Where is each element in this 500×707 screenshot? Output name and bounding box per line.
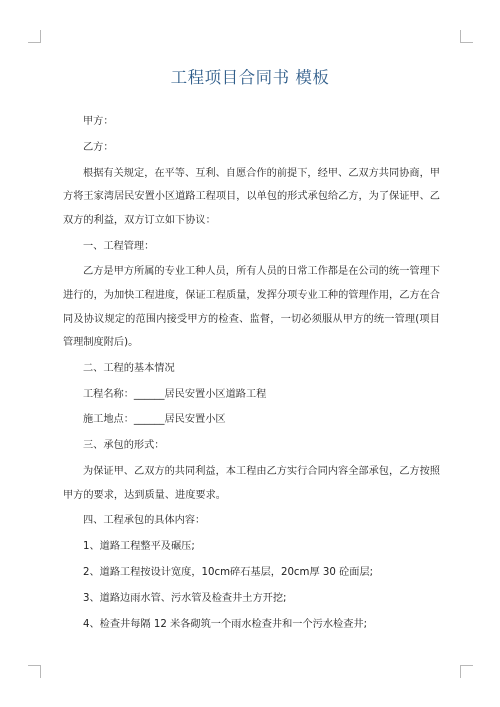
party-b-line: 乙方：: [83, 141, 114, 153]
crop-mark-bottom-left: [28, 665, 41, 678]
party-a-line: 甲方：: [83, 116, 114, 127]
contract-form-paragraph: 为保证甲、乙双方的共同利益，本工程由乙方实行合同内容全部承包，乙方按照甲方的要求，达到质量、进度要求。: [63, 466, 440, 501]
project-location-line: 施工地点：______居民安置小区: [83, 414, 226, 426]
section-heading-1: 一、工程管理：: [83, 240, 155, 252]
section-heading-2: 二、工程的基本情况: [83, 362, 175, 374]
list-item: 1、道路工程整平及碾压;: [83, 541, 195, 553]
management-paragraph: 乙方是甲方所属的专业工种人员，所有人员的日常工作都是在公司的统一管理下进行的，为加快工程进度，保证工程质量，发挥分项专业工种的管理作用，乙方在合同及协议规定的范围内接受甲方的检查、监督，一切必须服从甲方的统一管理(项目管理制度附后)。: [63, 266, 440, 349]
document-title: 工程项目合同书 模板: [170, 68, 330, 87]
project-name-line: 工程名称：______居民安置小区道路工程: [83, 388, 267, 400]
list-item: 2、道路工程按设计宽度，10cm碎石基层，20cm厚 30 砼面层;: [83, 566, 374, 578]
crop-mark-top-left: [28, 30, 41, 43]
preamble-paragraph: 根据有关规定，在平等、互利、自愿合作的前提下，经甲、乙双方共同协商，甲方将王家湾居民安置小区道路工程项目，以单包的形式承包给乙方，为了保证甲、乙双方的利益，双方订立如下协议：: [63, 167, 440, 226]
crop-mark-bottom-right: [460, 665, 473, 678]
section-heading-3: 三、承包的形式：: [83, 440, 165, 452]
crop-mark-top-right: [460, 30, 473, 43]
list-item: 3、道路边雨水管、污水管及检查井土方开挖;: [83, 592, 287, 604]
document-body: [63, 110, 440, 636]
section-heading-4: 四、工程承包的具体内容：: [83, 515, 206, 527]
list-item: 4、检查井每隔 12 米各砌筑一个雨水检查井和一个污水检查井;: [83, 618, 368, 630]
